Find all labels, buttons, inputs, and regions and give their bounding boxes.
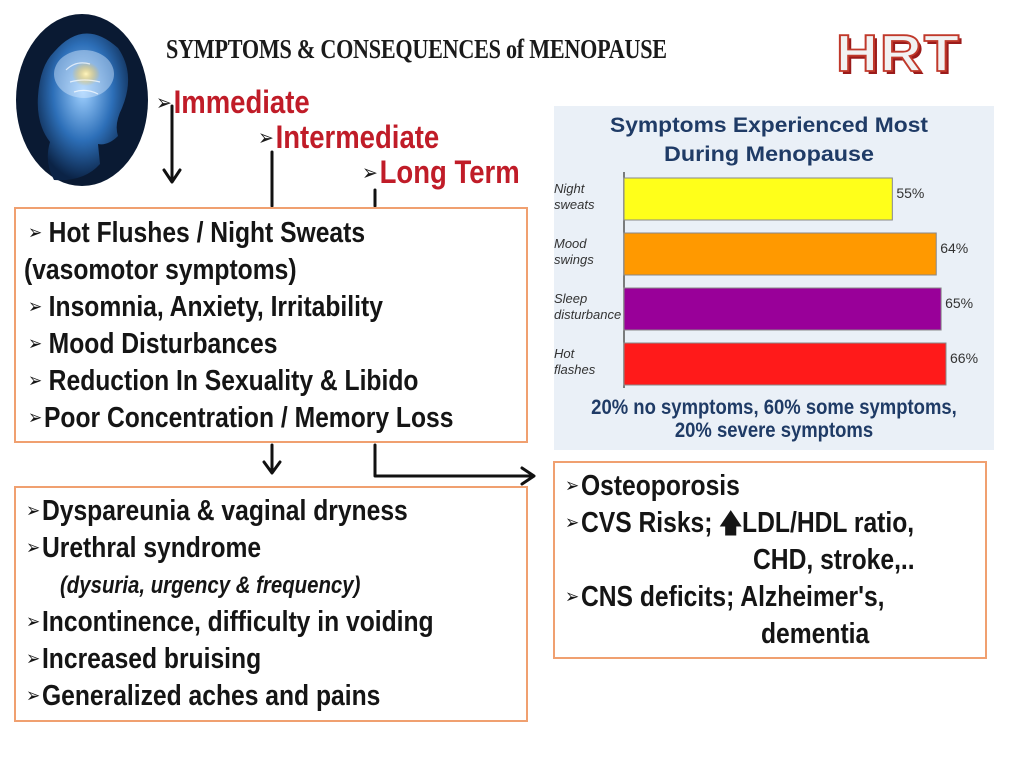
long-term-consequences-box	[553, 461, 987, 659]
chart-note	[580, 396, 967, 442]
arrowhead-bullet-icon: ➢	[28, 222, 47, 244]
category-label: sweats	[554, 197, 595, 212]
arrowhead-bullet-icon: ➢	[28, 333, 47, 355]
arrowhead-bullet-icon: ➢	[28, 370, 47, 392]
value-label: 64%	[940, 240, 969, 256]
symptoms-bar-chart	[554, 106, 994, 396]
stage-intermediate-label: Intermediate	[275, 119, 440, 155]
list-item: (vasomotor symptoms)	[24, 254, 297, 286]
category-label: Mood	[554, 236, 587, 251]
arrowhead-bullet-icon: ➢	[28, 296, 47, 318]
list-item: CHD, stroke,..	[753, 544, 915, 576]
arrowhead-bullet-icon: ➢	[565, 475, 580, 497]
list-item: ➢CNS deficits; Alzheimer's,	[565, 581, 885, 613]
arrowhead-bullet-icon: ➢	[156, 90, 172, 115]
stage-immediate	[156, 86, 310, 118]
intermediate-symptoms-box	[14, 486, 528, 722]
arrowhead-bullet-icon: ➢	[258, 125, 274, 150]
chart-title-line-1: Symptoms Experienced Most	[610, 114, 928, 137]
arrowhead-bullet-icon: ➢	[26, 611, 41, 633]
stage-intermediate	[258, 121, 439, 153]
list-item: ➢ Mood Disturbances	[28, 328, 278, 360]
category-label: Night	[554, 181, 585, 196]
category-label: Hot	[554, 346, 575, 361]
arrowhead-bullet-icon: ➢	[26, 500, 41, 522]
bar-hot-flashes	[624, 343, 946, 385]
hrt-logo: HRT	[836, 24, 962, 83]
arrow-intermediate-down	[264, 445, 280, 473]
up-arrow-icon: 🡅	[719, 508, 743, 538]
stage-immediate-label: Immediate	[173, 84, 310, 120]
value-label: 65%	[945, 295, 974, 311]
bar-mood-swings	[624, 233, 936, 275]
arrowhead-bullet-icon: ➢	[26, 685, 41, 707]
bar-sleep-disturbance	[624, 288, 941, 330]
category-label: disturbance	[554, 307, 622, 322]
arrowhead-bullet-icon: ➢	[565, 586, 580, 608]
arrowhead-bullet-icon: ➢	[565, 512, 580, 534]
category-label: flashes	[554, 362, 596, 377]
category-label: swings	[554, 252, 594, 267]
chart-note-line-2: 20% severe symptoms	[674, 419, 874, 442]
list-item: ➢Increased bruising	[26, 643, 262, 675]
bars-group	[554, 178, 978, 385]
list-item: ➢Incontinence, difficulty in voiding	[26, 606, 434, 638]
arrowhead-bullet-icon: ➢	[26, 648, 41, 670]
list-item: (dysuria, urgency & frequency)	[60, 572, 361, 599]
category-label: Sleep	[554, 291, 588, 306]
value-label: 55%	[896, 185, 925, 201]
chart-note-line-1: 20% no symptoms, 60% some symptoms,	[591, 396, 957, 419]
arrowhead-bullet-icon: ➢	[26, 537, 41, 559]
bar-night-sweats	[624, 178, 892, 220]
stage-long-term	[362, 156, 520, 188]
list-item: ➢ Reduction In Sexuality & Libido	[28, 365, 419, 397]
symptoms-chart-panel	[554, 106, 994, 450]
chart-title-line-2: During Menopause	[664, 143, 874, 166]
list-item: ➢CVS Risks; 🡅LDL/HDL ratio,	[565, 507, 915, 539]
list-item: ➢Urethral syndrome	[26, 532, 262, 564]
list-item: ➢Dyspareunia & vaginal dryness	[26, 495, 408, 527]
list-item: ➢ Hot Flushes / Night Sweats	[28, 217, 366, 249]
list-item: dementia	[761, 618, 870, 650]
head-brain-image	[14, 12, 150, 188]
list-item: ➢Generalized aches and pains	[26, 680, 381, 712]
arrowhead-bullet-icon: ➢	[362, 160, 378, 185]
value-label: 66%	[950, 350, 979, 366]
arrowhead-bullet-icon: ➢	[28, 407, 43, 429]
stage-long-term-label: Long Term	[379, 154, 520, 190]
page-title: SYMPTOMS & CONSEQUENCES of MENOPAUSE	[166, 34, 667, 64]
immediate-symptoms-box	[14, 207, 528, 443]
list-item: ➢ Insomnia, Anxiety, Irritability	[28, 291, 383, 323]
list-item: ➢Osteoporosis	[565, 470, 740, 502]
arrow-longterm-right	[375, 445, 534, 484]
list-item: ➢Poor Concentration / Memory Loss	[28, 402, 454, 434]
